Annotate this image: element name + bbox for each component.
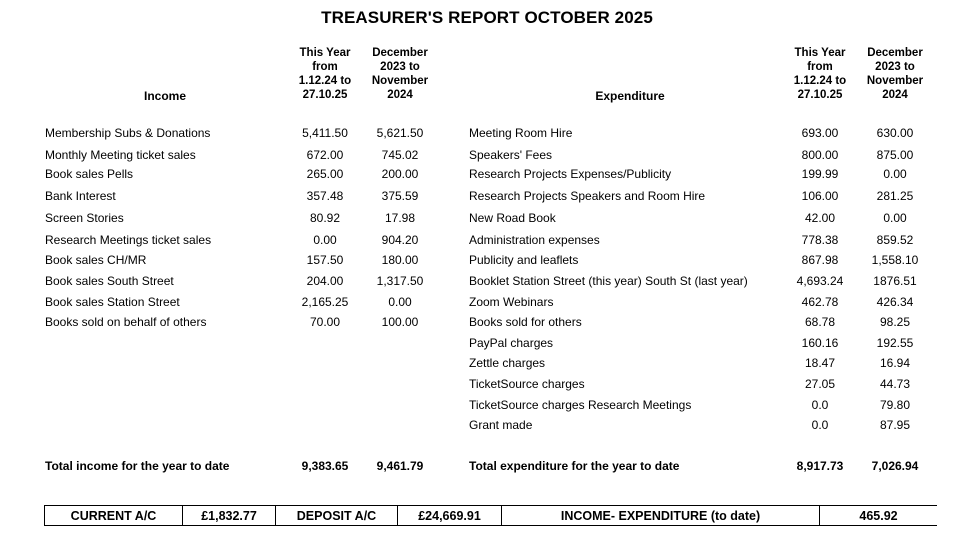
income-row [45, 211, 445, 229]
income-row-this-year: 204.00 [306, 274, 344, 288]
income-col2-header-line: 2024 [387, 89, 413, 101]
expenditure-row-this-year: 462.78 [801, 295, 839, 309]
expenditure-row-label: Zettle charges [469, 356, 546, 370]
expenditure-row-this-year: 18.47 [804, 356, 836, 370]
income-row-last-year: 100.00 [381, 315, 419, 329]
income-row-label: Research Meetings ticket sales [45, 233, 212, 247]
expenditure-row-last-year: 0.00 [883, 167, 907, 181]
income-col-last-year-header [364, 46, 436, 102]
expenditure-row-label: TicketSource charges [469, 377, 585, 391]
income-row [45, 274, 445, 292]
income-row [45, 126, 445, 144]
income-heading: Income [143, 89, 186, 103]
expenditure-row-label: Speakers' Fees [469, 148, 552, 162]
expenditure-row-this-year: 867.98 [801, 253, 839, 267]
income-minus-expenditure-label: INCOME- EXPENDITURE (to date) [502, 506, 820, 525]
income-row-this-year: 672.00 [306, 148, 344, 162]
income-row [45, 167, 445, 185]
income-col1-header-line: 1.12.24 to [298, 75, 352, 87]
expenditure-total-label: Total expenditure for the year to date [469, 459, 680, 473]
income-total-label: Total income for the year to date [45, 459, 230, 473]
expenditure-total-row [469, 459, 939, 477]
expenditure-row-this-year: 27.05 [804, 377, 836, 391]
expenditure-row-last-year: 16.94 [879, 356, 911, 370]
income-row [45, 315, 445, 333]
income-minus-expenditure-value: 465.92 [859, 508, 898, 523]
income-row [45, 189, 445, 207]
expenditure-row-label: Research Projects Speakers and Room Hire [469, 189, 706, 203]
expenditure-row [469, 233, 939, 251]
income-row-this-year: 80.92 [309, 211, 341, 225]
expenditure-row [469, 295, 939, 313]
expenditure-rows [469, 126, 939, 456]
income-row [45, 233, 445, 251]
income-col1-header-line: from [312, 61, 338, 73]
expenditure-row-last-year: 1,558.10 [871, 253, 919, 267]
expenditure-row-last-year: 87.95 [879, 418, 911, 432]
income-row-this-year: 2,165.25 [301, 295, 349, 309]
expenditure-row-this-year: 0.0 [811, 418, 829, 432]
expenditure-col-this-year-header [783, 46, 857, 102]
expenditure-row-this-year: 0.0 [811, 398, 829, 412]
expenditure-row-last-year: 630.00 [876, 126, 914, 140]
income-row-this-year: 0.00 [313, 233, 337, 247]
income-row-last-year: 375.59 [381, 189, 419, 203]
income-row-label: Bank Interest [45, 189, 116, 203]
income-row-last-year: 180.00 [381, 253, 419, 267]
expenditure-row-label: Research Projects Expenses/Publicity [469, 167, 672, 181]
expenditure-row [469, 274, 939, 292]
expenditure-col1-header-line: 27.10.25 [797, 89, 843, 101]
expenditure-row-last-year: 79.80 [879, 398, 911, 412]
income-total-row [45, 459, 445, 477]
income-total-last-year: 9,461.79 [376, 459, 424, 473]
income-col2-header-line: 2023 to [380, 61, 420, 73]
expenditure-row [469, 398, 939, 416]
income-row-last-year: 745.02 [381, 148, 419, 162]
income-row-label: Books sold on behalf of others [45, 315, 207, 329]
expenditure-row [469, 189, 939, 207]
expenditure-row-last-year: 192.55 [876, 336, 914, 350]
income-row [45, 253, 445, 271]
expenditure-row-this-year: 160.16 [801, 336, 839, 350]
expenditure-row-label: New Road Book [469, 211, 556, 225]
income-row-this-year: 157.50 [306, 253, 344, 267]
expenditure-row-label: Grant made [469, 418, 533, 432]
income-col2-header-line: November [371, 75, 429, 87]
income-row-last-year: 200.00 [381, 167, 419, 181]
report-title: TREASURER'S REPORT OCTOBER 2025 [321, 8, 653, 27]
income-row-label: Book sales Station Street [45, 295, 180, 309]
income-row-last-year: 5,621.50 [376, 126, 424, 140]
expenditure-row [469, 148, 939, 166]
income-col2-header-line: December [372, 47, 428, 59]
expenditure-row [469, 253, 939, 271]
expenditure-col2-header-line: December [867, 47, 923, 59]
expenditure-heading: Expenditure [595, 89, 665, 103]
expenditure-col2-header-line: November [866, 75, 924, 87]
income-row-this-year: 357.48 [306, 189, 344, 203]
expenditure-row-label: Administration expenses [469, 233, 600, 247]
summary-bar [44, 505, 937, 526]
expenditure-row-last-year: 426.34 [876, 295, 914, 309]
expenditure-row-last-year: 0.00 [883, 211, 907, 225]
expenditure-row-this-year: 199.99 [801, 167, 839, 181]
income-row [45, 148, 445, 166]
income-row-label: Book sales South Street [45, 274, 174, 288]
expenditure-row-this-year: 68.78 [804, 315, 836, 329]
expenditure-row-label: TicketSource charges Research Meetings [469, 398, 692, 412]
income-row-this-year: 265.00 [306, 167, 344, 181]
expenditure-row-this-year: 693.00 [801, 126, 839, 140]
income-row-last-year: 904.20 [381, 233, 419, 247]
expenditure-col-last-year-header [858, 46, 932, 102]
income-row-this-year: 5,411.50 [302, 126, 348, 140]
expenditure-row-label: Books sold for others [469, 315, 582, 329]
deposit-account-label: DEPOSIT A/C [276, 506, 398, 525]
expenditure-row [469, 418, 939, 436]
current-account-value: £1,832.77 [183, 506, 276, 525]
expenditure-total-last-year: 7,026.94 [871, 459, 919, 473]
income-row-this-year: 70.00 [309, 315, 341, 329]
expenditure-row-this-year: 106.00 [801, 189, 839, 203]
income-col1-header-line: 27.10.25 [302, 89, 348, 101]
expenditure-row-label: Booklet Station Street (this year) South St (last year) [469, 274, 748, 288]
expenditure-row [469, 167, 939, 185]
current-account-label: CURRENT A/C [45, 506, 183, 525]
expenditure-total-this-year: 8,917.73 [796, 459, 844, 473]
expenditure-row [469, 336, 939, 354]
expenditure-row-last-year: 281.25 [876, 189, 914, 203]
income-row-label: Book sales Pells [45, 167, 134, 181]
expenditure-row [469, 377, 939, 395]
expenditure-col1-header-line: This Year [794, 47, 846, 59]
income-row-label: Book sales CH/MR [45, 253, 147, 267]
expenditure-row-label: Publicity and leaflets [469, 253, 579, 267]
expenditure-row-label: Zoom Webinars [469, 295, 554, 309]
expenditure-row-label: PayPal charges [469, 336, 554, 350]
expenditure-row-this-year: 778.38 [801, 233, 839, 247]
expenditure-row [469, 356, 939, 374]
income-col-this-year-header [290, 46, 360, 102]
income-row-last-year: 0.00 [388, 295, 412, 309]
income-rows [45, 126, 445, 456]
expenditure-row-last-year: 1876.51 [873, 274, 917, 288]
income-row-last-year: 17.98 [384, 211, 416, 225]
expenditure-row-this-year: 42.00 [804, 211, 836, 225]
expenditure-row-last-year: 875.00 [876, 148, 914, 162]
deposit-account-value: £24,669.91 [398, 506, 502, 525]
expenditure-row-last-year: 98.25 [879, 315, 911, 329]
income-row-label: Monthly Meeting ticket sales [45, 148, 196, 162]
income-col1-header-line: This Year [299, 47, 351, 59]
expenditure-col1-header-line: 1.12.24 to [793, 75, 847, 87]
expenditure-col1-header-line: from [807, 61, 833, 73]
income-total-this-year: 9,383.65 [301, 459, 349, 473]
expenditure-row-last-year: 859.52 [876, 233, 914, 247]
expenditure-row-this-year: 4,693.24 [796, 274, 844, 288]
expenditure-row [469, 315, 939, 333]
expenditure-row-this-year: 800.00 [801, 148, 839, 162]
income-row [45, 295, 445, 313]
expenditure-col2-header-line: 2023 to [875, 61, 915, 73]
income-row-last-year: 1,317.50 [376, 274, 424, 288]
income-row-label: Membership Subs & Donations [45, 126, 211, 140]
income-row-label: Screen Stories [45, 211, 124, 225]
expenditure-row [469, 211, 939, 229]
expenditure-row-label: Meeting Room Hire [469, 126, 573, 140]
expenditure-row [469, 126, 939, 144]
expenditure-col2-header-line: 2024 [882, 89, 908, 101]
expenditure-row-last-year: 44.73 [879, 377, 911, 391]
